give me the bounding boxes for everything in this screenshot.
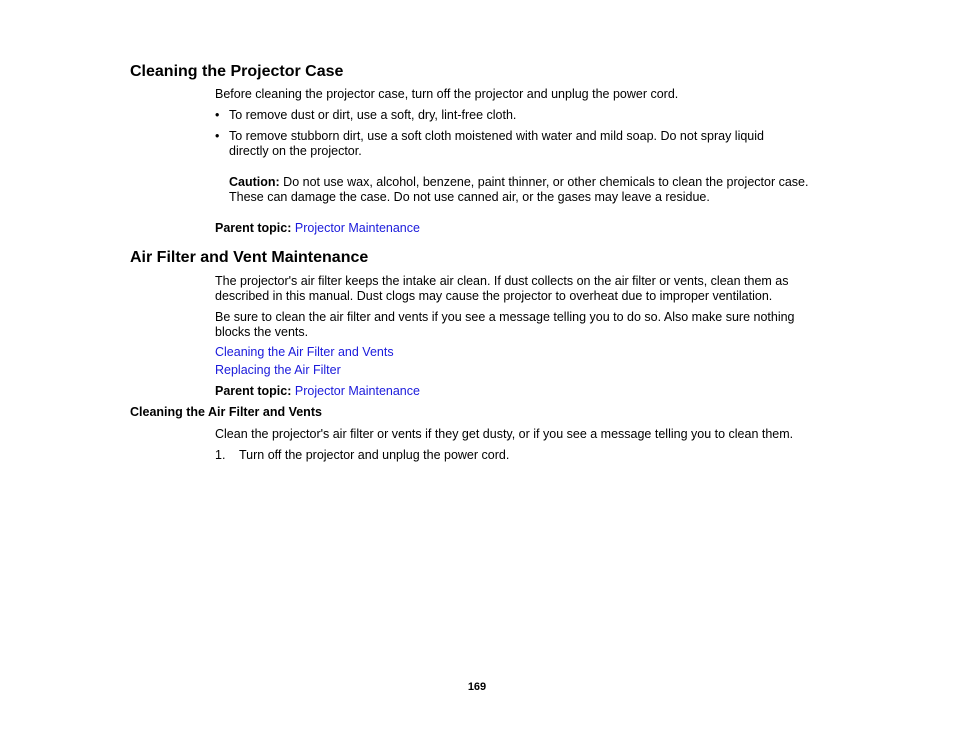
section-heading-cleaning-projector-case: Cleaning the Projector Case bbox=[130, 63, 344, 80]
section2-paragraph: Be sure to clean the air filter and vents if you see a message telling you to do so. Also make sure nothing blocks the vents. bbox=[215, 310, 795, 339]
link-text[interactable]: Replacing the Air Filter bbox=[215, 363, 341, 377]
parent-topic-label: Parent topic: bbox=[215, 384, 292, 398]
step-text: Turn off the projector and unplug the power cord. bbox=[239, 448, 510, 462]
link-text[interactable]: Cleaning the Air Filter and Vents bbox=[215, 345, 394, 359]
step-item bbox=[215, 448, 510, 463]
section3-intro: Clean the projector's air filter or vents if they get dusty, or if you see a message telling you to clean them. bbox=[215, 427, 794, 441]
subsection-heading-cleaning-air-filter-vents: Cleaning the Air Filter and Vents bbox=[130, 405, 322, 419]
parent-topic-link[interactable]: Projector Maintenance bbox=[294, 221, 420, 235]
section1-intro: Before cleaning the projector case, turn off the projector and unplug the power cord. bbox=[215, 87, 679, 101]
caution-note bbox=[229, 175, 811, 205]
step-number: 1. bbox=[215, 448, 226, 462]
bullet-item bbox=[215, 129, 801, 159]
bullet-item bbox=[215, 108, 517, 123]
caution-text: Do not use wax, alcohol, benzene, paint thinner, or other chemicals to clean the projector case. These can damage the case. Do not use canned air, or the gases may leave a residue. bbox=[229, 175, 809, 204]
link-replacing-air-filter[interactable] bbox=[215, 363, 341, 378]
link-cleaning-air-filter-vents[interactable] bbox=[215, 345, 394, 360]
parent-topic bbox=[215, 384, 420, 399]
parent-topic bbox=[215, 221, 420, 236]
section2-paragraph: The projector's air filter keeps the intake air clean. If dust collects on the air filter or vents, clean them as described in this manual. Dust clogs may cause the projector to overheat due to improper ventilation. bbox=[215, 274, 789, 303]
section-heading-air-filter-vent-maintenance: Air Filter and Vent Maintenance bbox=[130, 249, 369, 266]
parent-topic-link[interactable]: Projector Maintenance bbox=[294, 384, 420, 398]
parent-topic-label: Parent topic: bbox=[215, 221, 292, 235]
bullet-text: To remove dust or dirt, use a soft, dry, lint-free cloth. bbox=[229, 108, 517, 122]
bullet-mark: • bbox=[215, 108, 220, 122]
bullet-mark: • bbox=[215, 129, 220, 143]
bullet-text: To remove stubborn dirt, use a soft cloth moistened with water and mild soap. Do not spray liquid directly on the projector. bbox=[229, 129, 764, 158]
page-number: 169 bbox=[467, 681, 487, 693]
caution-label: Caution: bbox=[229, 175, 280, 189]
